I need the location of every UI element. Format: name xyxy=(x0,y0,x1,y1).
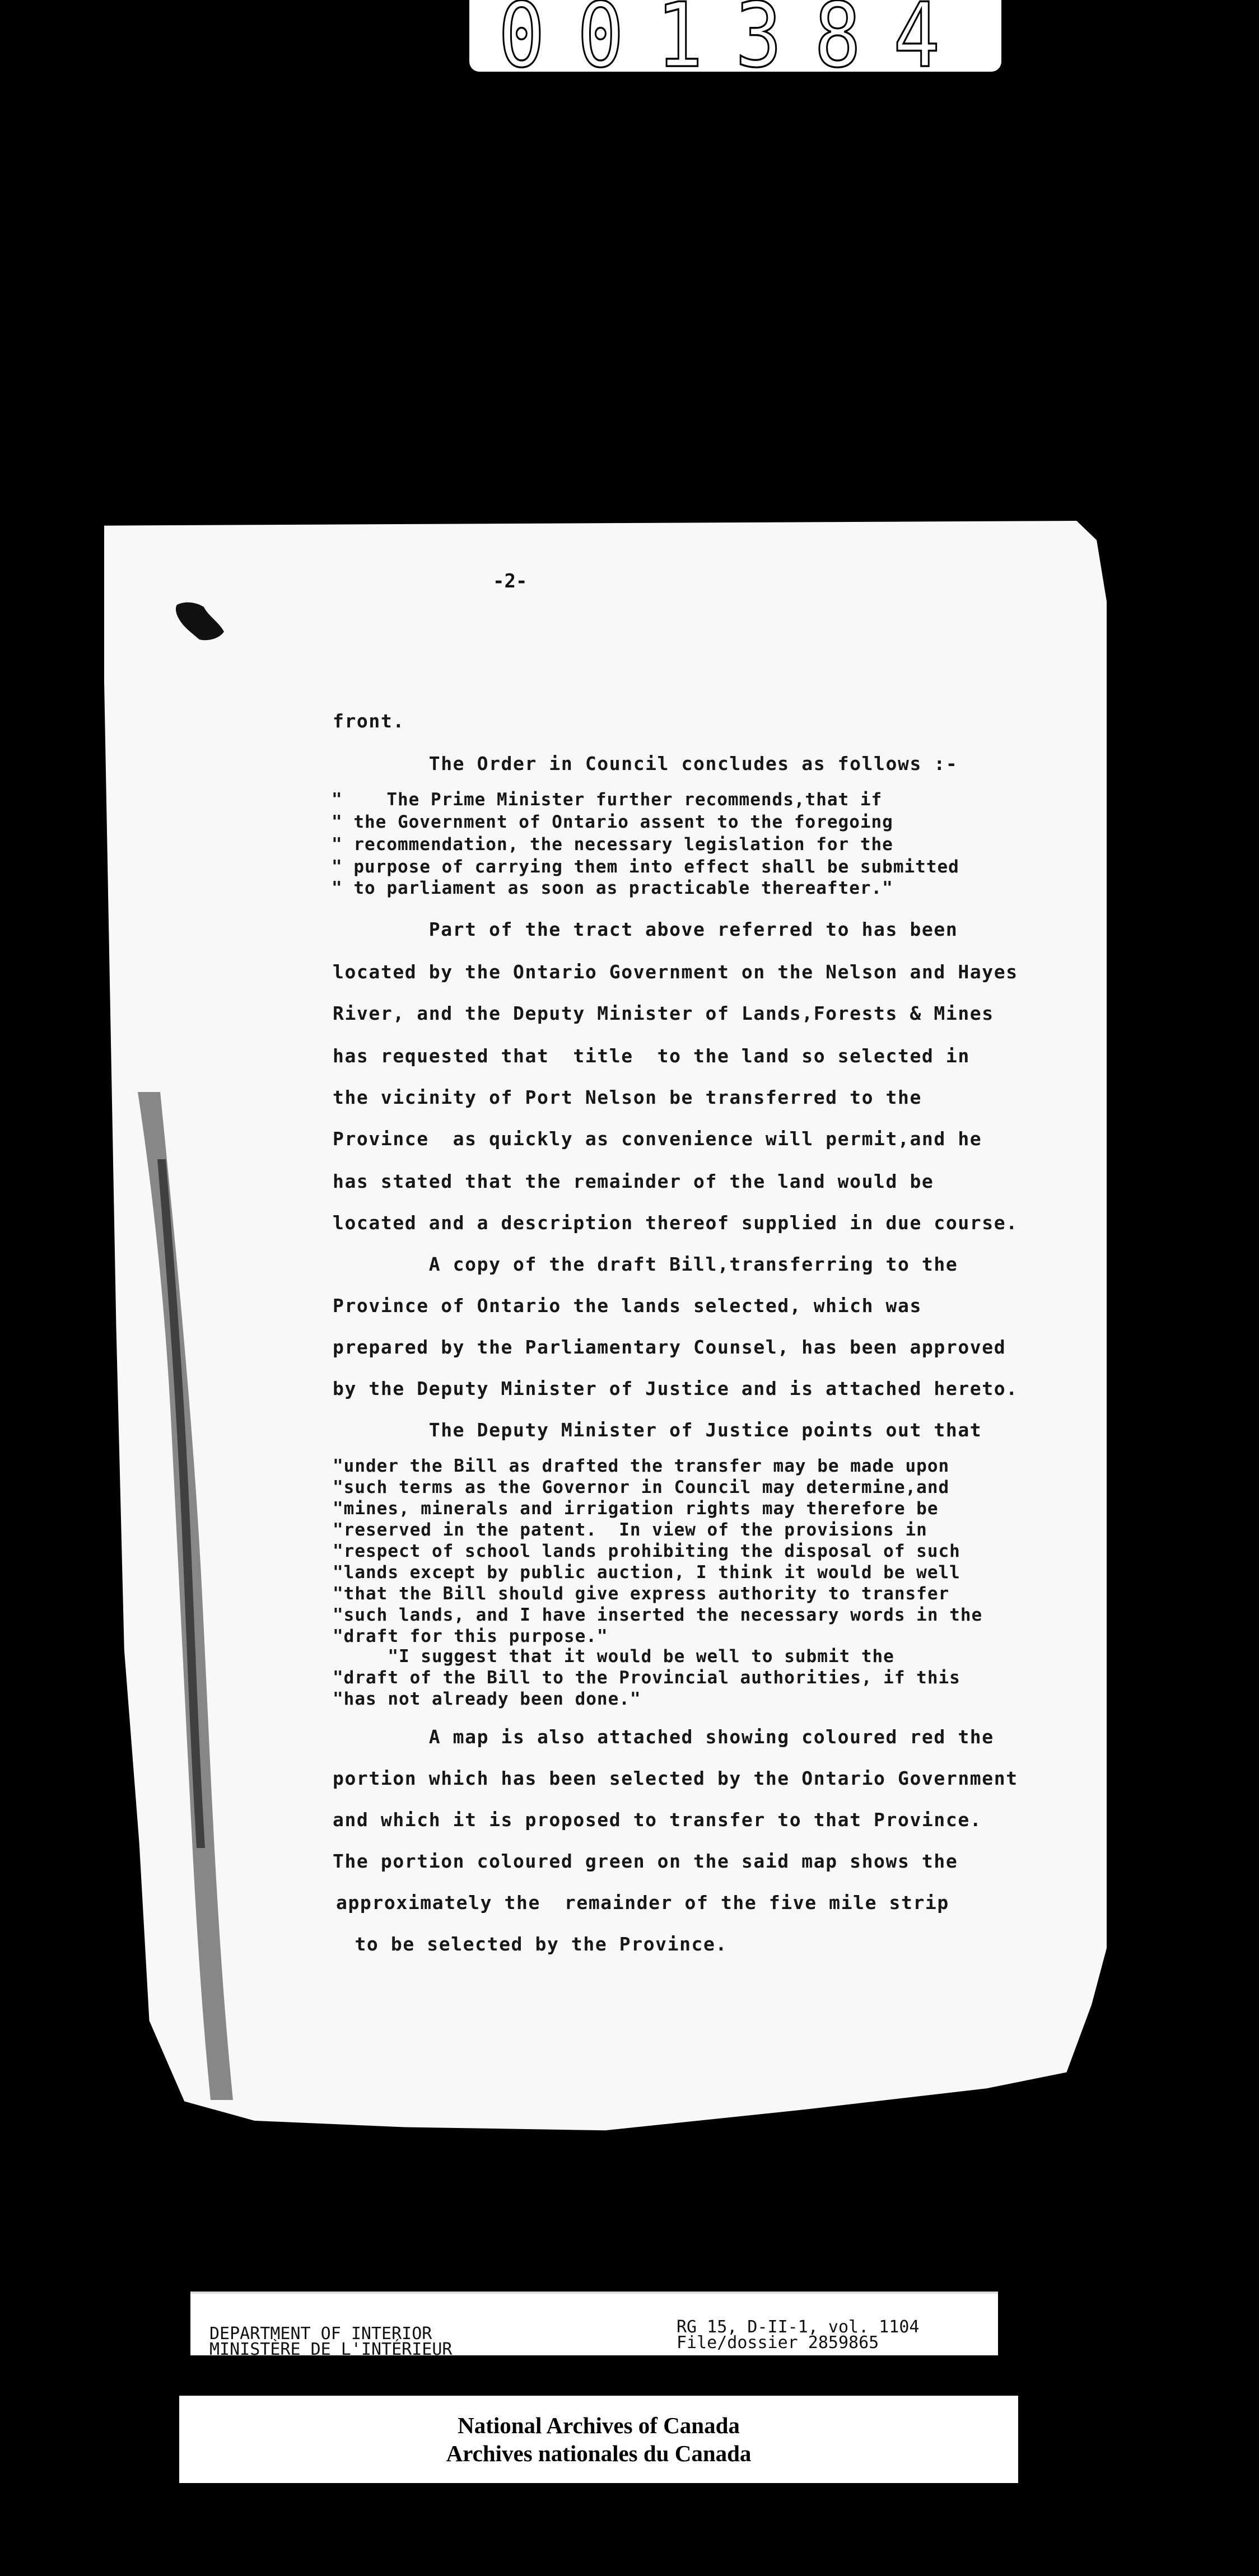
text-line: to be selected by the Province. xyxy=(343,1933,728,1955)
text-line: "reserved in the patent. In view of the provisions in xyxy=(333,1520,927,1540)
text-line: the vicinity of Port Nelson be transferred to the xyxy=(333,1086,922,1108)
text-line: and which it is proposed to transfer to that Province. xyxy=(333,1809,982,1831)
text-line: The Order in Council concludes as follows :- xyxy=(333,753,958,774)
department-name-en: DEPARTMENT OF INTERIOR xyxy=(209,2324,432,2344)
text-line: Part of the tract above referred to has been xyxy=(333,918,958,940)
text-line: " the Government of Ontario assent to the foregoing xyxy=(332,812,893,832)
text-line: located and a description thereof supplied in due course. xyxy=(333,1212,1018,1234)
text-line: "draft for this purpose." xyxy=(333,1626,608,1646)
text-line: "draft of the Bill to the Provincial authorities, if this xyxy=(333,1668,960,1688)
text-line: "I suggest that it would be well to submit the xyxy=(333,1646,894,1667)
archives-name-en: National Archives of Canada xyxy=(458,2412,740,2438)
text-line: Province of Ontario the lands selected, which was xyxy=(333,1295,922,1317)
text-line: prepared by the Parliamentary Counsel, has been approved xyxy=(333,1336,1006,1358)
record-group: RG 15, D-II-1, vol. 1104 xyxy=(677,2317,920,2337)
text-line: "mines, minerals and irrigation rights may therefore be xyxy=(333,1499,939,1519)
frame-number-stamp xyxy=(469,0,1001,87)
text-line: by the Deputy Minister of Justice and is attached hereto. xyxy=(333,1378,1018,1399)
text-line: approximately the remainder of the five mile strip xyxy=(336,1892,949,1914)
text-line: has requested that title to the land so selected in xyxy=(333,1045,970,1067)
text-line: A map is also attached showing coloured red the xyxy=(333,1726,994,1748)
text-line: " The Prime Minister further recommends,that if xyxy=(332,790,883,810)
text-line: River, and the Deputy Minister of Lands,Forests & Mines xyxy=(333,1002,994,1024)
text-line: " to parliament as soon as practicable thereafter." xyxy=(332,878,893,898)
text-line: " purpose of carrying them into effect shall be submitted xyxy=(332,857,959,877)
archives-label xyxy=(179,2396,1018,2483)
text-line: front. xyxy=(333,710,405,732)
frame-number: 001384 xyxy=(498,0,973,87)
text-line: has stated that the remainder of the land would be xyxy=(333,1170,934,1192)
text-line: "lands except by public auction, I think it would be well xyxy=(333,1562,960,1583)
text-line: "that the Bill should give express authority to transfer xyxy=(333,1584,950,1604)
department-name xyxy=(209,2326,452,2358)
text-line: portion which has been selected by the Ontario Government xyxy=(333,1767,1018,1789)
ink-blot-mark xyxy=(175,599,226,644)
text-line: "has not already been done." xyxy=(333,1689,641,1709)
text-line: A copy of the draft Bill,transferring to the xyxy=(333,1253,958,1275)
department-name-fr: MINISTÈRE DE L'INTÉRIEUR xyxy=(209,2340,453,2359)
page-number: -2- xyxy=(493,570,528,592)
text-line: located by the Ontario Government on the Nelson and Hayes xyxy=(333,961,1018,983)
department-label-strip xyxy=(190,2292,998,2359)
text-line: "under the Bill as drafted the transfer may be made upon xyxy=(333,1456,950,1476)
text-line: "such terms as the Governor in Council may determine,and xyxy=(333,1477,950,1497)
text-line: "such lands, and I have inserted the necessary words in the xyxy=(333,1605,983,1625)
text-line: The Deputy Minister of Justice points out that xyxy=(333,1419,982,1441)
text-line: Province as quickly as convenience will permit,and he xyxy=(333,1128,982,1150)
file-number: File/dossier 2859865 xyxy=(677,2333,879,2353)
record-reference xyxy=(677,2317,920,2353)
archives-name-fr: Archives nationales du Canada xyxy=(446,2440,752,2466)
text-line: "respect of school lands prohibiting the disposal of such xyxy=(333,1541,960,1561)
text-line: The portion coloured green on the said map shows the xyxy=(333,1850,958,1872)
text-line: " recommendation, the necessary legislation for the xyxy=(332,834,893,855)
